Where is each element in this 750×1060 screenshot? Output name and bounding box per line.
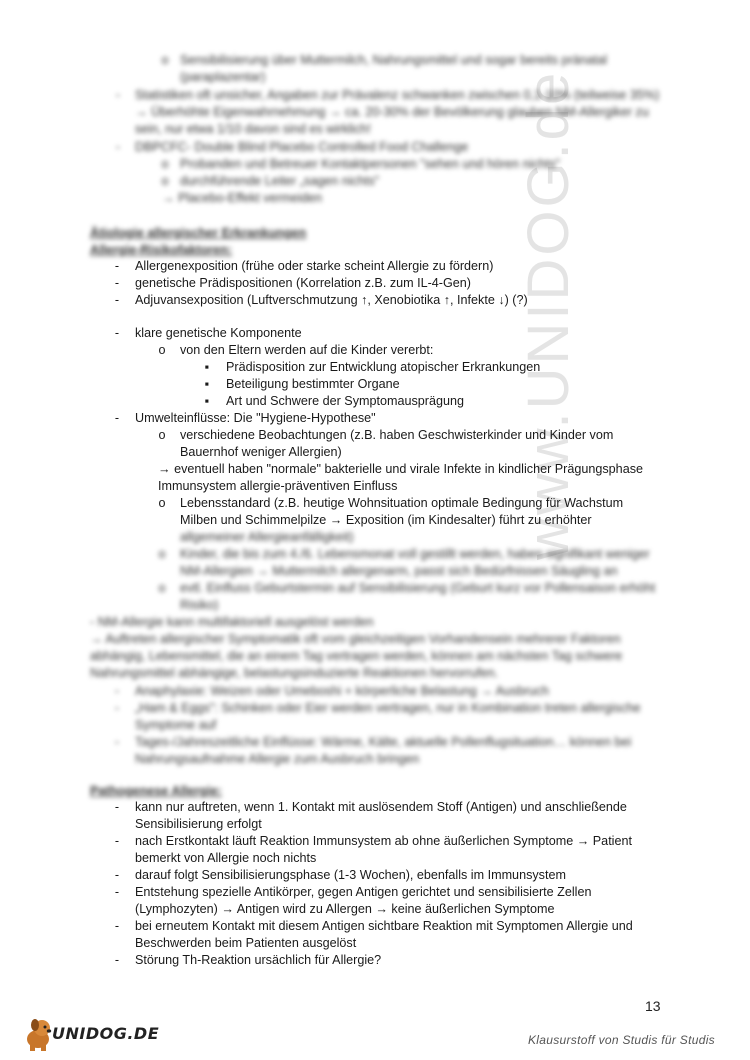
list-item: Prädisposition zur Entwicklung atopischer Erkrankungen bbox=[226, 360, 541, 374]
list-item: Risiko) bbox=[180, 598, 219, 612]
section-heading: Ätiologie allergischer Erkrankungen bbox=[90, 226, 307, 240]
list-item: Kinder, die bis zum 4./6. Lebensmonat voll gestillt werden, haben signifikant weniger bbox=[180, 547, 650, 561]
watermark: www.UNIDOG.de bbox=[516, 69, 581, 560]
section-heading: Pathogenese Allergie: bbox=[90, 784, 222, 798]
page-number: 13 bbox=[645, 998, 661, 1014]
list-item: Lebensstandard (z.B. heutige Wohnsituation optimale Bedingung für Wachstum bbox=[180, 496, 624, 510]
list-marker: - bbox=[114, 411, 120, 425]
list-item: Bauernhof weniger Allergien) bbox=[180, 445, 342, 459]
list-marker: - bbox=[114, 885, 120, 899]
list-item: durchführende Leiter „sagen nichts" bbox=[180, 174, 380, 188]
list-item: darauf folgt Sensibilisierungsphase (1-3 Wochen), ebenfalls im Immunsystem bbox=[135, 868, 566, 882]
list-item: Beteiligung bestimmter Organe bbox=[226, 377, 400, 391]
list-marker: ▪ bbox=[204, 360, 210, 374]
list-item: Nahrungsaufnahme Allergie zum Ausbruch bringen bbox=[135, 752, 420, 766]
list-item: Adjuvansexposition (Luftverschmutzung ↑, Xenobiotika ↑, Infekte ↓) (?) bbox=[135, 293, 528, 307]
list-item: → Überhöhte Eigenwahrnehmung → ca. 20-30% der Bevölkerung glauben NM-Allergiker zu bbox=[135, 105, 649, 119]
list-item: Symptome auf bbox=[135, 718, 217, 732]
list-item: abhängig, Lebensmittel, die an einem Tag vertragen werden, können am nächsten Tag schwere bbox=[90, 649, 623, 663]
list-item: Nahrungsmittel abhängige, belastungsinduzierte Reaktionen hervorrufen. bbox=[90, 666, 499, 680]
list-item: Anaphylaxie: Weizen oder Umeboshi + körperliche Belastung → Ausbruch bbox=[135, 684, 549, 698]
list-marker: - bbox=[115, 140, 121, 154]
list-item: „Ham & Eggs": Schinken oder Eier werden vertragen, nur in Kombination treten allergische bbox=[135, 701, 641, 715]
list-marker: o bbox=[158, 343, 166, 357]
list-item: (Lymphozyten) → Antigen wird zu Allergen → keine äußerlichen Symptome bbox=[135, 902, 555, 916]
list-item: → eventuell haben "normale" bakterielle und virale Infekte in kindlicher Prägungsphase bbox=[158, 462, 643, 476]
list-item: allgemeiner Allergieanfälligkeit) bbox=[180, 530, 354, 544]
list-marker: - bbox=[114, 701, 120, 715]
list-marker: - bbox=[114, 735, 120, 749]
list-marker: - bbox=[114, 276, 120, 290]
list-item: → Placebo-Effekt vermeiden bbox=[162, 191, 323, 205]
list-item: (paraplazentar) bbox=[180, 70, 266, 84]
list-marker: o bbox=[161, 53, 169, 67]
list-item: Milben und Schimmelpilze → Exposition (im Kindesalter) führt zu erhöhter bbox=[180, 513, 592, 527]
list-item: bemerkt von Allergie noch nichts bbox=[135, 851, 317, 865]
list-item: → Auftreten allergischer Symptomatik oft vom gleichzeitigen Vorhandensein mehrerer Faktoren bbox=[90, 632, 621, 646]
list-item: bei erneutem Kontakt mit diesem Antigen sichtbare Reaktion mit Symptomen Allergie und bbox=[135, 919, 633, 933]
list-marker: ▪ bbox=[204, 394, 210, 408]
list-item: Art und Schwere der Symptomausprägung bbox=[226, 394, 465, 408]
list-marker: o bbox=[158, 581, 166, 595]
list-item: - NM-Allergie kann multifaktoriell ausgelöst werden bbox=[90, 615, 374, 629]
list-marker: - bbox=[114, 953, 120, 967]
list-marker: - bbox=[114, 326, 120, 340]
list-item: Statistiken oft unsicher, Angaben zur Prävalenz schwanken zwischen 0,1-10% (teilweise 35%) bbox=[135, 88, 660, 102]
list-item: Immunsystem allergie-präventiven Einfluss bbox=[158, 479, 398, 493]
list-marker: o bbox=[158, 547, 166, 561]
list-item: DBPCFC- Double Blind Placebo Controlled Food Challenge bbox=[135, 140, 469, 154]
list-marker: - bbox=[114, 834, 120, 848]
list-marker: - bbox=[114, 868, 120, 882]
list-marker: - bbox=[114, 293, 120, 307]
list-marker: - bbox=[114, 800, 120, 814]
list-item: Probanden und Betreuer Kontaktpersonen "sehen und hören nichts" bbox=[180, 157, 561, 171]
list-marker: - bbox=[115, 88, 121, 102]
list-item: evtl. Einfluss Geburtstermin auf Sensibilisierung (Geburt kurz vor Pollensaison erhöht bbox=[180, 581, 656, 595]
list-item: klare genetische Komponente bbox=[135, 326, 302, 340]
list-marker: - bbox=[114, 259, 120, 273]
list-item: von den Eltern werden auf die Kinder vererbt: bbox=[180, 343, 434, 357]
list-item: Sensibilisierung erfolgt bbox=[135, 817, 262, 831]
list-item: Entstehung spezielle Antikörper, gegen Antigen gerichtet und sensibilisierte Zellen bbox=[135, 885, 592, 899]
section-subheading: Allergie-Risikofaktoren: bbox=[90, 243, 233, 257]
list-marker: - bbox=[114, 919, 120, 933]
list-item: genetische Prädispositionen (Korrelation z.B. zum IL-4-Gen) bbox=[135, 276, 471, 290]
list-item: Beschwerden beim Patienten ausgelöst bbox=[135, 936, 357, 950]
list-item: nach Erstkontakt läuft Reaktion Immunsystem ab ohne äußerlichen Symptome → Patient bbox=[135, 834, 632, 848]
list-item: Störung Th-Reaktion ursächlich für Allergie? bbox=[135, 953, 382, 967]
list-marker: o bbox=[161, 157, 169, 171]
logo-text: UNIDOG.DE bbox=[52, 1024, 160, 1043]
list-item: NM-Allergien → Muttermilch allergenarm, passt sich Bedürfnissen Säugling an bbox=[180, 564, 618, 578]
list-marker: o bbox=[161, 174, 169, 188]
list-marker: o bbox=[158, 496, 166, 510]
footer-tagline: Klausurstoff von Studis für Studis bbox=[528, 1033, 715, 1047]
list-item: Allergenexposition (frühe oder starke scheint Allergie zu fördern) bbox=[135, 259, 494, 273]
list-item: kann nur auftreten, wenn 1. Kontakt mit auslösendem Stoff (Antigen) und anschließende bbox=[135, 800, 627, 814]
list-item: Umwelteinflüsse: Die "Hygiene-Hypothese" bbox=[135, 411, 376, 425]
list-marker: - bbox=[114, 684, 120, 698]
list-item: Tages-/Jahreszeitliche Einflüsse: Wärme, Kälte, aktuelle Pollenflugsituation… können bei bbox=[135, 735, 632, 749]
list-item: Sensibilisierung über Muttermilch, Nahrungsmittel und sogar bereits pränatal bbox=[180, 53, 608, 67]
list-marker: o bbox=[158, 428, 166, 442]
list-item: verschiedene Beobachtungen (z.B. haben Geschwisterkinder und Kinder vom bbox=[180, 428, 614, 442]
list-item: sein, nur etwa 1/10 davon sind es wirklich! bbox=[135, 122, 371, 136]
logo bbox=[22, 1015, 160, 1053]
list-marker: ▪ bbox=[204, 377, 210, 391]
